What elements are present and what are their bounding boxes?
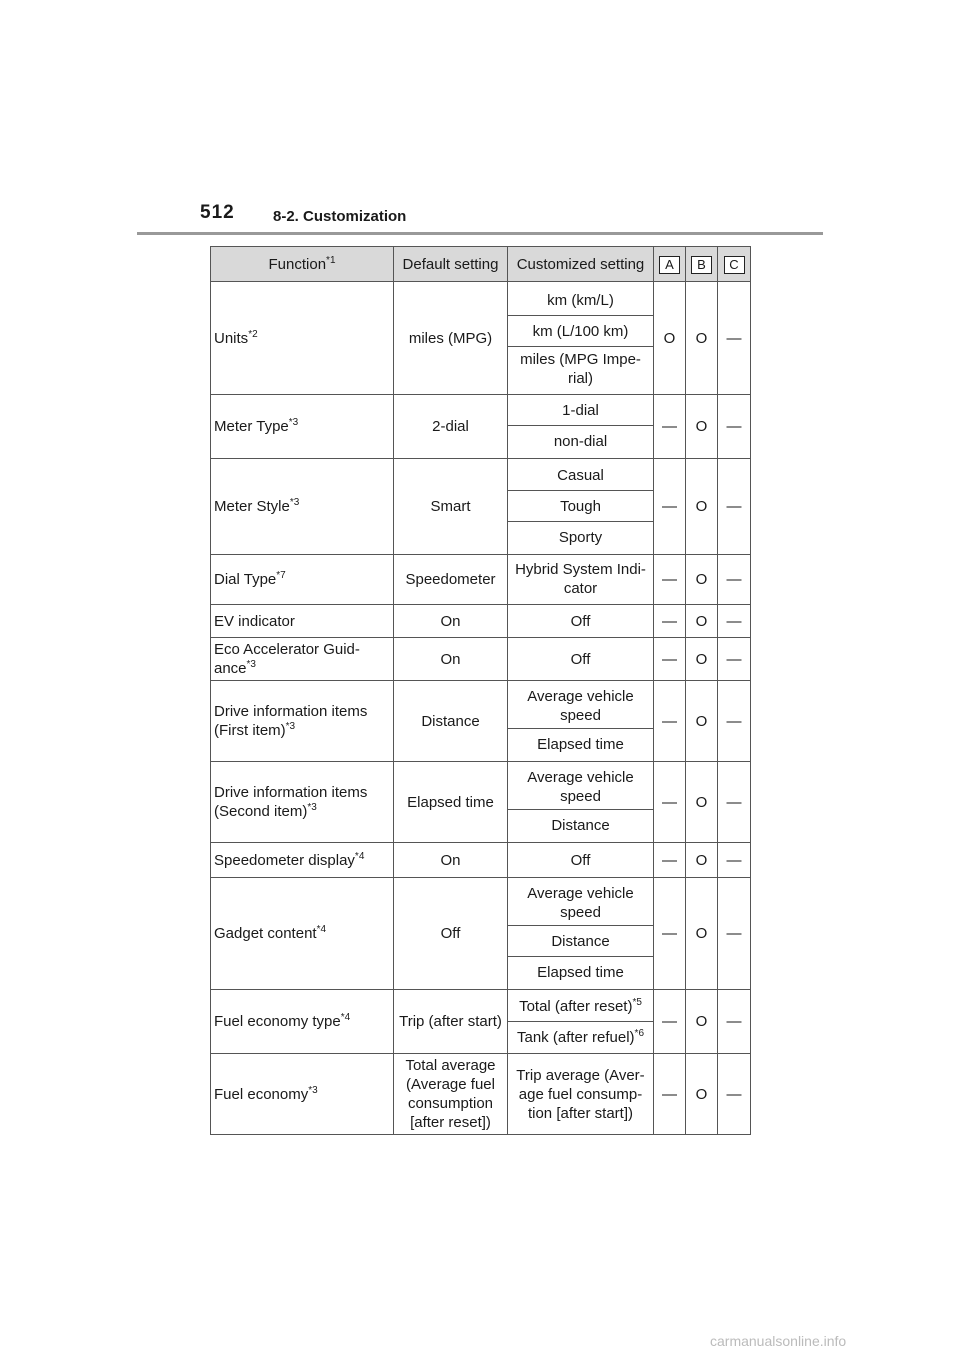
function-name: Eco Accelerator Guid-ance	[214, 641, 360, 677]
header-col-c	[718, 247, 751, 282]
customized-option-cell	[508, 555, 654, 605]
customized-option-text: Sporty	[558, 528, 603, 546]
table-header	[211, 247, 751, 282]
default-setting-cell: On	[394, 638, 508, 681]
header-col-b	[686, 247, 718, 282]
header-function: Function$^{*1}$	[211, 247, 394, 282]
mark-c-cell: —	[718, 638, 751, 681]
mark-b-cell: O	[686, 282, 718, 395]
customized-option-text: Distance	[551, 932, 610, 950]
customized-option-text: Tank (after refuel)	[517, 1028, 635, 1046]
mark-c-cell: —	[718, 1054, 751, 1135]
footnote-mark: *3	[289, 497, 300, 508]
customized-option-text: Tough	[560, 497, 601, 515]
customized-option-text: Total (after reset)	[519, 997, 633, 1015]
col-b-label: B	[691, 256, 712, 274]
mark-a-cell: —	[654, 555, 686, 605]
header-col-a	[654, 247, 686, 282]
function-name: Speedometer display	[214, 851, 355, 869]
default-setting-cell: Off	[394, 878, 508, 990]
default-setting-cell: On	[394, 605, 508, 638]
function-name: Drive information items (First item)	[214, 703, 368, 739]
function-cell	[211, 459, 394, 555]
customized-option-cell	[508, 957, 654, 990]
footnote-mark: *7	[276, 570, 286, 581]
table-row	[211, 1054, 751, 1135]
customized-option-text: km (L/100 km)	[532, 322, 629, 340]
table-row	[211, 638, 751, 681]
footnote-mark: *4	[354, 850, 365, 862]
customized-option-text: Average vehicle speed	[527, 688, 634, 724]
customized-option-cell	[508, 395, 654, 426]
mark-c-cell: —	[718, 459, 751, 555]
customized-option-cell	[508, 605, 654, 638]
customization-table	[210, 246, 751, 1135]
mark-b-cell: O	[686, 638, 718, 681]
col-a-label: A	[659, 256, 680, 274]
table-row	[211, 990, 751, 1022]
customized-option-text: Elapsed time	[537, 735, 624, 753]
table-row	[211, 878, 751, 926]
default-setting-cell: 2-dial	[394, 395, 508, 459]
customized-option-text: 1-dial	[562, 401, 599, 419]
customized-option-text: Off	[570, 612, 591, 630]
footnote-mark: *6	[634, 1027, 644, 1039]
mark-c-cell: —	[718, 605, 751, 638]
customized-option-cell	[508, 926, 654, 957]
table-row	[211, 555, 751, 605]
mark-b-cell: O	[686, 395, 718, 459]
customized-option-text: Elapsed time	[537, 963, 624, 981]
table-row	[211, 459, 751, 491]
mark-b-cell: O	[686, 1054, 718, 1135]
footnote-mark: *3	[308, 1084, 318, 1096]
footnote-mark: *3	[246, 659, 256, 670]
customized-option-cell	[508, 426, 654, 459]
footnote-mark: *5	[632, 996, 642, 1008]
mark-a-cell: —	[654, 843, 686, 878]
function-name: Meter Style	[214, 498, 290, 515]
customized-option-cell	[508, 1054, 654, 1135]
mark-c-cell: —	[718, 282, 751, 395]
function-cell	[211, 878, 394, 990]
mark-b-cell: O	[686, 459, 718, 555]
mark-a-cell: —	[654, 878, 686, 990]
table-row	[211, 681, 751, 729]
mark-b-cell: O	[686, 555, 718, 605]
customized-option-cell	[508, 729, 654, 762]
customized-option-text: Average vehicle speed	[527, 769, 634, 805]
header-rule	[137, 232, 823, 235]
customized-option-text: Trip average (Aver-age fuel consump-tion [after start])	[516, 1066, 645, 1122]
default-setting-cell: Elapsed time	[394, 762, 508, 843]
customized-option-cell	[508, 638, 654, 681]
watermark: carmanualsonline.info	[710, 1333, 847, 1349]
customized-option-cell	[508, 347, 654, 395]
customized-option-text: km (km/L)	[547, 291, 614, 309]
footnote-mark: *1	[326, 254, 336, 266]
customized-option-cell	[508, 762, 654, 810]
function-name: Fuel economy	[214, 1085, 309, 1103]
customized-option-cell	[508, 990, 654, 1022]
function-cell	[211, 555, 394, 605]
mark-c-cell: —	[718, 762, 751, 843]
mark-b-cell: O	[686, 843, 718, 878]
mark-b-cell: O	[686, 990, 718, 1054]
default-setting-cell: Trip (after start)	[394, 990, 508, 1054]
mark-a-cell: —	[654, 990, 686, 1054]
mark-a-cell: —	[654, 605, 686, 638]
footnote-mark: *3	[285, 721, 296, 732]
customized-option-cell	[508, 316, 654, 347]
footnote-mark: *3	[307, 802, 317, 813]
mark-c-cell: —	[718, 681, 751, 762]
footnote-mark: *2	[248, 328, 258, 340]
function-name: Units	[214, 329, 249, 347]
mark-c-cell: —	[718, 878, 751, 990]
table-row	[211, 282, 751, 316]
mark-b-cell: O	[686, 681, 718, 762]
default-setting-cell: Speedometer	[394, 555, 508, 605]
mark-b-cell: O	[686, 605, 718, 638]
customized-option-text: non-dial	[553, 432, 608, 450]
footnote-mark: *3	[288, 417, 299, 428]
mark-c-cell: —	[718, 555, 751, 605]
customized-option-cell	[508, 1022, 654, 1054]
default-setting-cell: Total average (Average fuel consumption [after reset])	[394, 1054, 508, 1135]
customized-option-cell	[508, 878, 654, 926]
default-setting-cell: Distance	[394, 681, 508, 762]
customized-option-cell	[508, 282, 654, 316]
table-row	[211, 395, 751, 426]
function-name: Fuel economy type	[214, 1013, 341, 1030]
default-setting-cell: miles (MPG)	[394, 282, 508, 395]
function-cell	[211, 1054, 394, 1135]
customized-option-cell	[508, 681, 654, 729]
mark-a-cell: —	[654, 459, 686, 555]
customized-option-text: Distance	[551, 816, 610, 834]
section-title: 8-2. Customization	[273, 208, 407, 225]
customized-option-text: Hybrid System Indi-cator	[515, 561, 646, 597]
customized-option-cell	[508, 522, 654, 555]
customized-option-text: miles (MPG Impe-rial)	[520, 351, 641, 387]
function-cell	[211, 605, 394, 638]
mark-c-cell: —	[718, 990, 751, 1054]
mark-c-cell: —	[718, 395, 751, 459]
col-c-label: C	[724, 256, 745, 274]
header-default-setting: Default setting	[394, 247, 508, 282]
table-row	[211, 843, 751, 878]
function-name: Dial Type	[214, 571, 277, 588]
mark-a-cell: —	[654, 762, 686, 843]
function-name: Meter Type	[214, 418, 289, 435]
mark-a-cell: —	[654, 638, 686, 681]
table-row	[211, 762, 751, 810]
function-cell	[211, 282, 394, 395]
function-cell	[211, 762, 394, 843]
table-body	[211, 282, 751, 1135]
header-customized-setting: Customized setting	[508, 247, 654, 282]
customized-option-text: Off	[570, 851, 591, 869]
footnote-mark: *4	[340, 1012, 351, 1023]
function-cell	[211, 990, 394, 1054]
customized-option-text: Average vehicle speed	[527, 885, 634, 921]
function-name: Gadget content	[214, 925, 317, 942]
function-cell	[211, 395, 394, 459]
mark-a-cell: —	[654, 1054, 686, 1135]
function-cell	[211, 843, 394, 878]
function-name: EV indicator	[214, 612, 295, 630]
mark-a-cell: —	[654, 395, 686, 459]
mark-a-cell: O	[654, 282, 686, 395]
table-row	[211, 605, 751, 638]
customized-option-cell	[508, 459, 654, 491]
default-setting-cell: Smart	[394, 459, 508, 555]
default-setting-cell: On	[394, 843, 508, 878]
function-name: Drive information items (Second item)	[214, 784, 368, 820]
customized-option-cell	[508, 491, 654, 522]
table-header-row	[211, 247, 751, 282]
footnote-mark: *4	[316, 924, 327, 935]
mark-b-cell: O	[686, 762, 718, 843]
function-cell	[211, 638, 394, 681]
mark-c-cell: —	[718, 843, 751, 878]
mark-b-cell: O	[686, 878, 718, 990]
mark-a-cell: —	[654, 681, 686, 762]
customized-option-cell	[508, 843, 654, 878]
customized-option-text: Casual	[557, 466, 604, 484]
function-cell	[211, 681, 394, 762]
customized-option-text: Off	[570, 650, 591, 668]
page-number: 512	[200, 202, 235, 223]
customized-option-cell	[508, 810, 654, 843]
